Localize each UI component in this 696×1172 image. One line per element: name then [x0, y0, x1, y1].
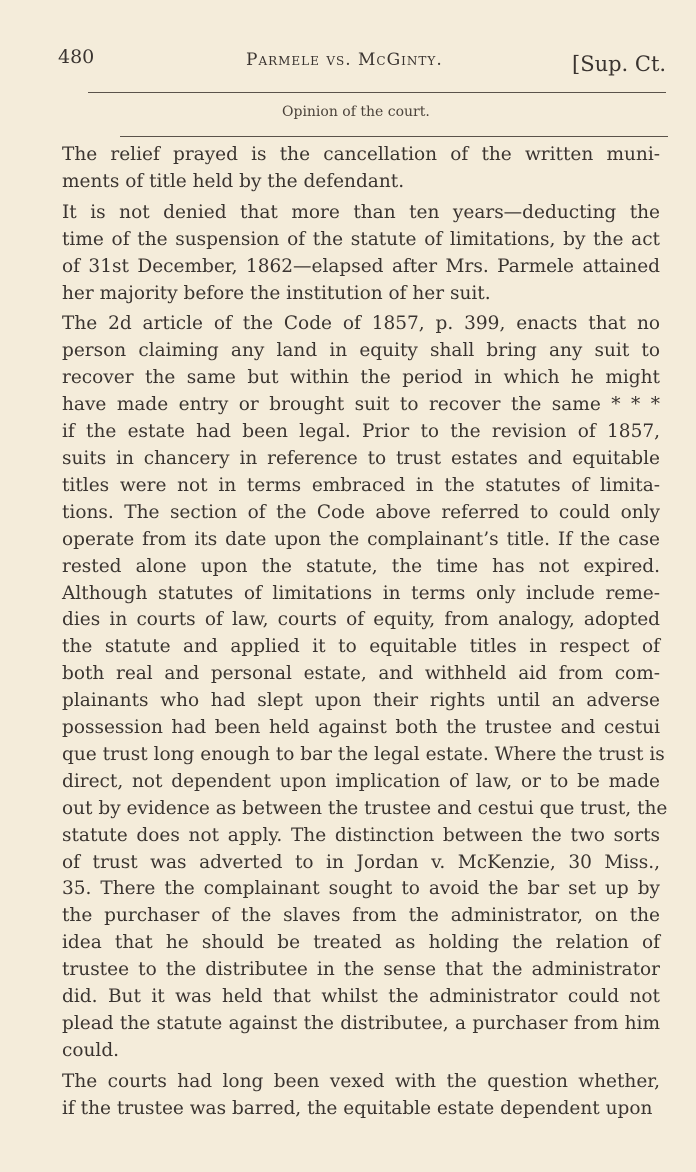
- text-line: the statute and applied it to equitable titles in respect of: [62, 636, 660, 658]
- text-line: The 2d article of the Code of 1857, p. 399, enacts that no: [62, 313, 660, 335]
- text-line: statute does not apply. The distinction between the two sorts: [62, 824, 660, 846]
- text-line: ments of title held by the defendant.: [62, 170, 405, 192]
- paragraph: [54, 311, 668, 1064]
- court-abbreviation: [Sup. Ct.: [572, 52, 667, 76]
- text-line: The courts had long been vexed with the question whether,: [62, 1070, 660, 1092]
- page-number: 480: [58, 46, 95, 68]
- text-line: plainants who had slept upon their rights until an adverse: [62, 690, 660, 712]
- text-line: time of the suspension of the statute of limitations, by the act: [62, 228, 660, 250]
- text-line: could.: [62, 1039, 120, 1061]
- text-line: did. But it was held that whilst the administrator could not: [62, 986, 660, 1008]
- text-line: person claiming any land in equity shall bring any suit to: [62, 340, 660, 362]
- text-line: que trust long enough to bar the legal estate. Where the trust is: [62, 743, 665, 765]
- text-line: suits in chancery in reference to trust estates and equitable: [62, 447, 660, 469]
- text-line: 35. There the complainant sought to avoid the bar set up by: [62, 878, 660, 900]
- header-rule: [88, 92, 666, 93]
- text-line: rested alone upon the statute, the time has not expired.: [62, 555, 660, 577]
- text-line: out by evidence as between the trustee and cestui que trust, the: [62, 797, 668, 819]
- text-line: of trust was adverted to in Jordan v. McKenzie, 30 Miss.,: [62, 851, 660, 873]
- paragraph: [54, 142, 660, 196]
- text-line: recover the same but within the period in which he might: [62, 367, 660, 389]
- text-line: of 31st December, 1862—elapsed after Mrs. Parmele attained: [62, 255, 660, 277]
- text-line: her majority before the institution of her suit.: [62, 282, 491, 304]
- opinion-text: [54, 142, 668, 1127]
- running-title: Parmele vs. McGinty.: [246, 50, 443, 70]
- heading-rule: [120, 136, 668, 137]
- text-line: plead the statute against the distributee, a purchaser from him: [62, 1013, 660, 1034]
- paragraph: [54, 1069, 660, 1123]
- text-line: direct, not dependent upon implication of law, or to be made: [62, 770, 660, 792]
- text-line: have made entry or brought suit to recover the same * * *: [62, 394, 660, 416]
- text-line: possession had been held against both the trustee and cestui: [62, 717, 660, 739]
- text-line: if the trustee was barred, the equitable estate dependent upon: [62, 1097, 653, 1119]
- page-header: [58, 40, 668, 80]
- text-line: tions. The section of the Code above referred to could only: [62, 501, 660, 523]
- text-line: Although statutes of limitations in terms only include reme-: [62, 582, 660, 604]
- text-line: idea that he should be treated as holding the relation of: [62, 932, 660, 954]
- text-line: The relief prayed is the cancellation of the written muni-: [62, 144, 660, 165]
- text-line: It is not denied that more than ten years—deducting the: [62, 201, 660, 223]
- text-line: dies in courts of law, courts of equity, from analogy, adopted: [62, 609, 660, 631]
- text-line: both real and personal estate, and withheld aid from com-: [62, 663, 660, 685]
- text-line: operate from its date upon the complainant’s title. If the case: [62, 528, 660, 550]
- section-heading: Opinion of the court.: [282, 104, 430, 120]
- text-line: trustee to the distributee in the sense that the administrator: [62, 959, 660, 981]
- paragraph: [54, 200, 660, 308]
- text-line: titles were not in terms embraced in the statutes of limita-: [62, 474, 660, 496]
- text-line: if the estate had been legal. Prior to the revision of 1857,: [62, 421, 660, 443]
- text-line: the purchaser of the slaves from the administrator, on the: [62, 905, 660, 927]
